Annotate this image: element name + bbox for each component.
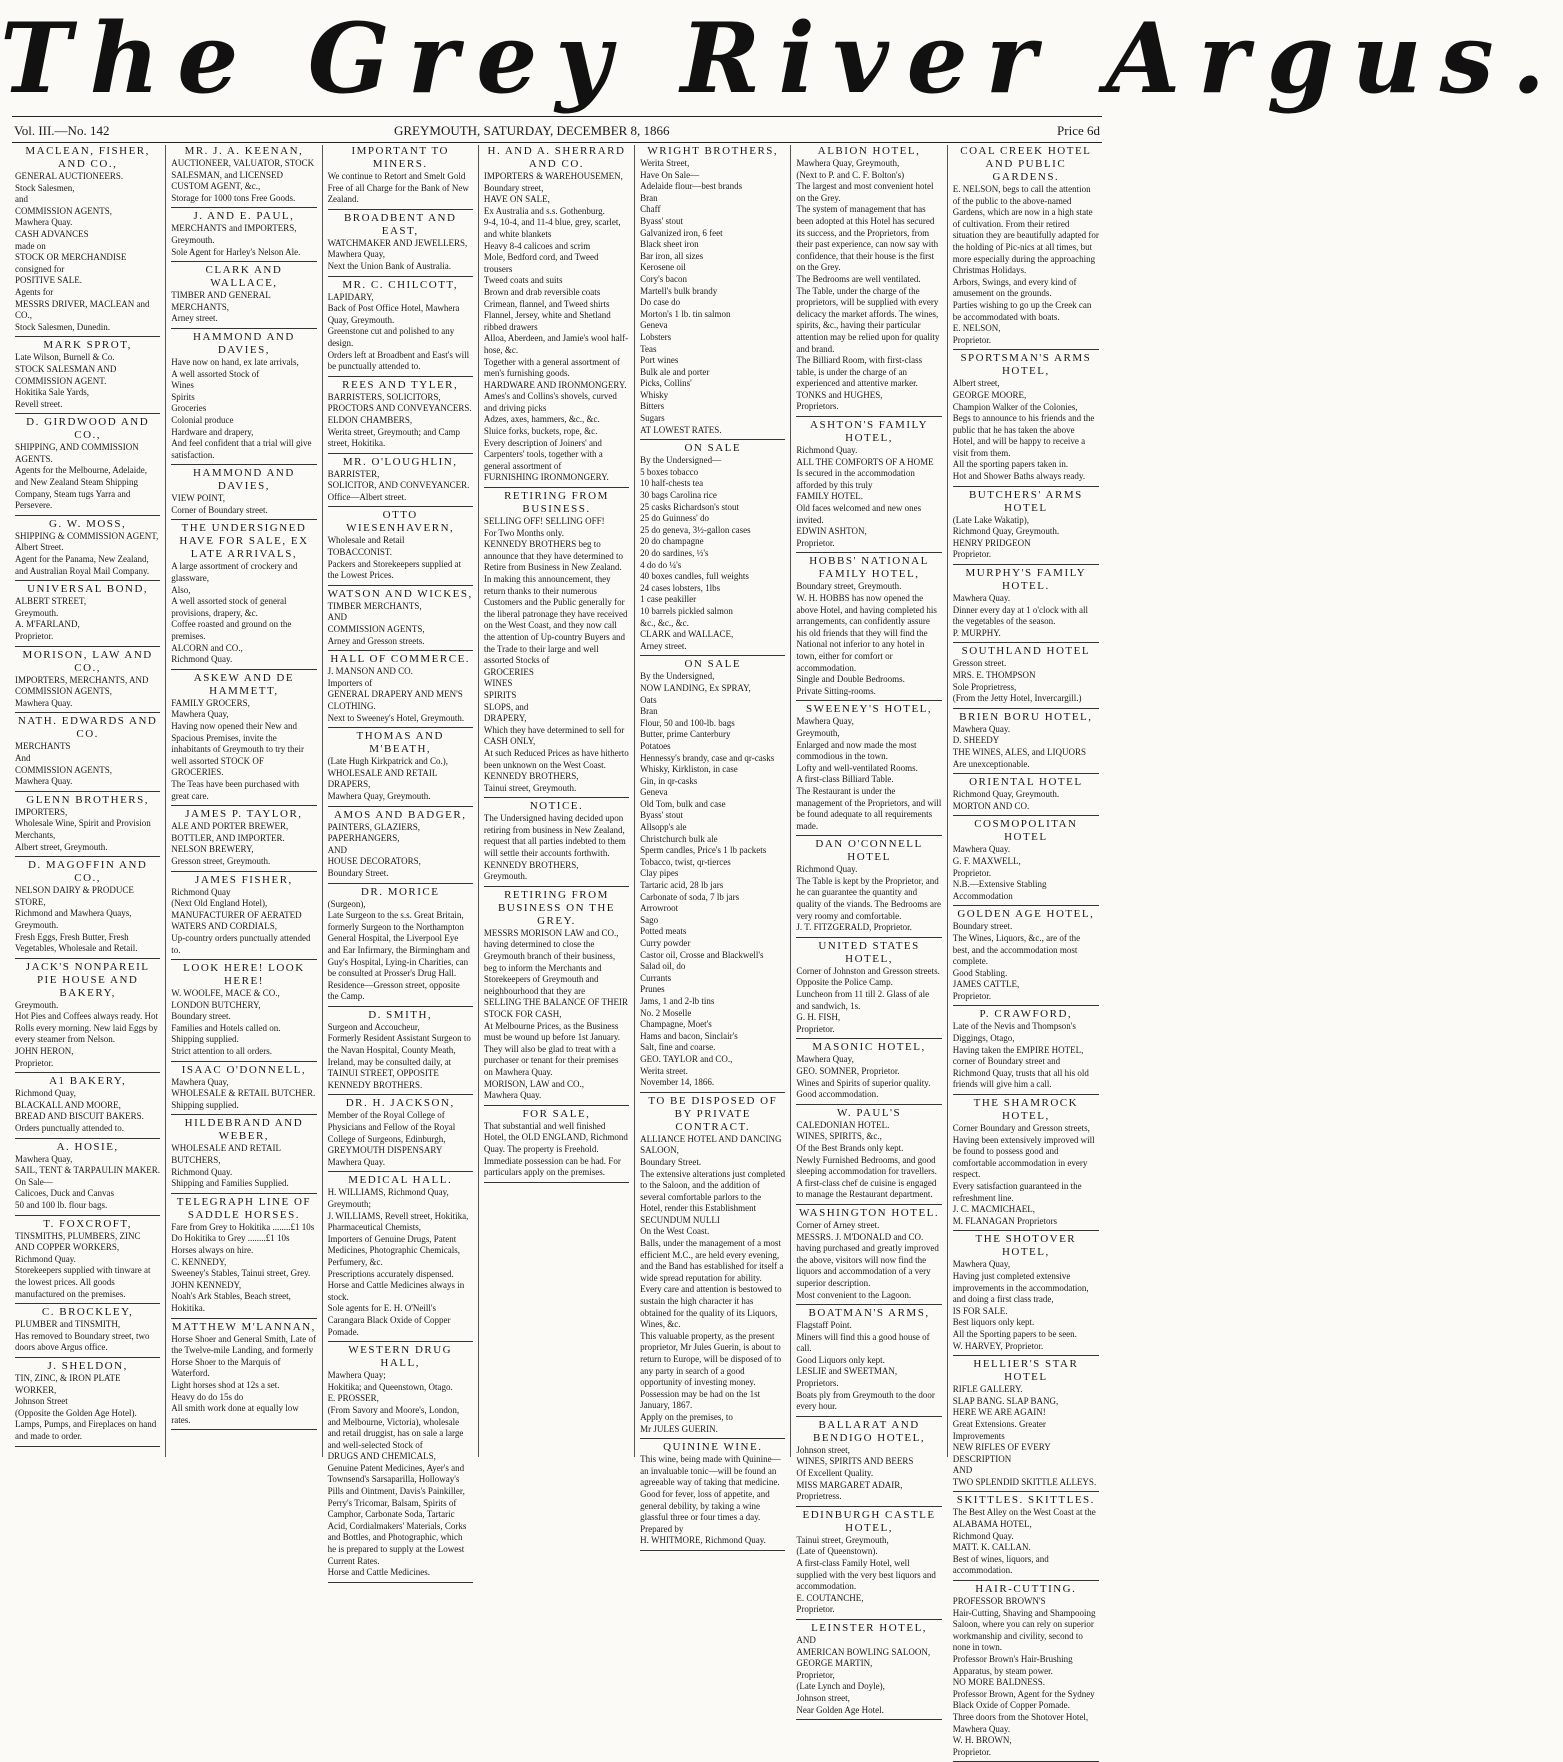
advertisement-body: Mawhera Quay, Having just completed extensive improvements in the accommodation, and doing a first class trade, IS FOR SALE. Best liquors only kept. All the Sporting papers to be seen. W. HARVEY, Proprietor. (952, 1259, 1089, 1351)
advertisement-body: SELLING OFF! SELLING OFF! For Two Months only. KENNEDY BROTHERS beg to announce that they have determined to Retire from Business in New Zealand. In making this announcement, they return thanks to their numerous Customers and the Public generally for the liberal patronage they have received on the West Coast, and they now call the attention of Up-country Buyers and the Trade to their large and well assorted Stocks of GROCERIES WINES SPIRITS SLOPS, and DRAPERY, Which they have determined to sell for CASH ONLY, At such Reduced Prices as have hitherto been unknown on the West Coast. KENNEDY BROTHERS, Tainui street, Greymouth. (483, 516, 629, 793)
advertisement-body: ALLIANCE HOTEL AND DANCING SALOON, Boundary Street. The extensive alterations just completed to the Saloon, and the addition of several comfortable parlors to the Hotel, render this Establishment SECUNDUM NULLI On the West Coast. Balls, under the management of a most efficient M.C., are held every evening, and the Band has established for itself a wide spread reputation for ability. Every care and attention is bestowed to sustain the high character it has obtained for the quality of its Liquors, Wines, &c. This valuable property, as the present proprietor, Mr Jules Guerin, is about to return to Europe, will be disposed of to any party in search of a good opportunity of investing money. Possession may be had on the 1st January, 1867. Apply on the premises, to Mr JULES GUERIN. (640, 1133, 786, 1434)
advertisement-body: Mawhera Quay; Hokitika; and Queenstown, Otago. E. PROSSER, (From Savory and Moore's, London, and Melbourne, Victoria), wholesale and retail druggist, has on sale a large and well-selected Stock of DRUGS AND CHEMICALS, Genuine Patent Medicines, Ayer's and Townsend's Sarsaparilla, Holloway's Pills and Ointment, Davis's Painkiller, Perry's Tricomar, Balsam, Spirits of Camphor, Carbonate Soda, Tartaric Acid, Cordialmakers' Materials, Corks and Bottles, and Photographic, which he is prepared to supply at the Lowest Current Rates. Horse and Cattle Medicines. (327, 1370, 467, 1578)
advertisement-body: J. MANSON AND CO. Importers of GENERAL DRAPERY AND MEN'S CLOTHING. Next to Sweeney's Hotel, Greymouth. (327, 666, 465, 723)
advertisement-heading: DR. H. JACKSON, (345, 1097, 455, 1110)
advertisement (796, 838, 941, 938)
advertisement-body: WHOLESALE AND RETAIL BUTCHERS, Richmond Quay. Shipping and Families Supplied. (171, 1143, 289, 1189)
advertisement-body: (Late Hugh Kirkpatrick and Co.), WHOLESALE AND RETAIL DRAPERS, Mawhera Quay, Greymouth. (327, 756, 449, 801)
advertisement-heading: C. BROCKLEY, (41, 1306, 134, 1319)
advertisement (328, 1174, 473, 1342)
advertisement-heading: BUTCHERS' ARMS HOTEL (968, 488, 1083, 514)
advertisement (15, 1218, 160, 1305)
advertisement-body: H. WILLIAMS, Richmond Quay, Greymouth; J. WILLIAMS, Revell street, Hokitika, Pharmaceutical Chemists, Importers of Genuine Drugs, Patent Medicines, Photographic Chemicals, Perfumery, &c. Prescriptions accurately dispensed. Horse and Cattle Medicines always in stock. Sole agents for E. H. O'Neill's Carangara Black Oxide of Copper Pomade. (327, 1187, 469, 1337)
advertisement-body: MERCHANTS and IMPORTERS, Greymouth. Sole Agent for Harley's Nelson Ale. (171, 223, 301, 257)
advertisement (15, 794, 160, 857)
advertisement-heading: ISAAC O'DONNELL, (181, 1063, 307, 1076)
advertisement-heading: WATSON AND WICKES, (327, 587, 473, 600)
advertisement (796, 555, 941, 701)
advertisement-heading: D. MAGOFFIN AND CO., (27, 859, 148, 885)
advertisement (953, 1233, 1099, 1356)
advertisement-heading: OTTO WIESENHAVERN, (346, 509, 455, 535)
advertisement (796, 419, 941, 553)
advertisement-heading: THE SHAMROCK HOTEL, (973, 1097, 1079, 1123)
advertisement (171, 672, 316, 806)
column-5 (635, 145, 791, 1546)
advertisement-body: Richmond Quay (Next Old England Hotel), MANUFACTURER OF AERATED WATERS AND CORDIALS, Up-country orders punctually attended to. (171, 886, 311, 955)
advertisement-heading: W. PAUL'S (836, 1106, 902, 1119)
advertisement (15, 339, 160, 414)
advertisement-body: Mawhera Quay, WHOLESALE & RETAIL BUTCHER. Shipping supplied. (171, 1076, 316, 1110)
advertisement-body: PROFESSOR BROWN'S Hair-Cutting, Shaving and Shampooing Saloon, where you can rely on superior workmanship and civility, second to none in town. Professor Brown's Hair-Brushing Apparatus, by steam power. NO MORE BALDNESS. Professor Brown, Agent for the Sydney Black Oxide of Copper Pomade. Three doors from the Shotover Hotel, Mawhera Quay. W. H. BROWN, Proprietor. (952, 1596, 1096, 1757)
advertisement-body: Have now on hand, ex late arrivals, A well assorted Stock of Wines Spirits Groceries Colonial produce Hardware and drapery, And feel confident that a trial will give satisfaction. (171, 356, 312, 460)
advertisement-heading: T. FOXCROFT, (43, 1217, 133, 1230)
advertisement-body: PAINTERS, GLAZIERS, PAPERHANGERS, AND HOUSE DECORATORS, Boundary Street. (327, 821, 421, 878)
advertisement (171, 962, 316, 1062)
advertisement-heading: D. SMITH, (368, 1008, 433, 1021)
advertisement-body: We continue to Retort and Smelt Gold Free of all Charge for the Bank of New Zealand. (327, 171, 469, 205)
advertisement (171, 264, 316, 329)
advertisement (328, 1344, 473, 1583)
advertisement-heading: FOR SALE, (522, 1107, 591, 1120)
advertisement-heading: NATH. EDWARDS AND CO. (17, 715, 158, 741)
advertisement (15, 859, 160, 959)
advertisement (796, 1041, 941, 1104)
advertisement (328, 809, 473, 884)
advertisement-body: This wine, being made with Quinine—an invaluable tonic—will be found an agreeable way of taking that medicine. Good for fever, loss of appetite, and general debility, by taking a wine glassful three or four times a day. Prepared by H. WHITMORE, Richmond Quay. (640, 1454, 781, 1546)
advertisement-heading: TO BE DISPOSED OF BY PRIVATE CONTRACT. (648, 1094, 778, 1133)
advertisement-body: E. NELSON, begs to call the attention of the public to the above-named Gardens, which are now in a high state of cultivation. From their retired situation they are beautifully adapted for the holding of Pic-nics at all times, but more especially during the approaching Christmas Holidays. Arbors, Swings, and every kind of amusement on the grounds. Parties wishing to go up the Creek can be accommodated with boats. E. NELSON, Proprietor. (952, 184, 1099, 345)
advertisement-heading: BOATMAN'S ARMS, (808, 1307, 930, 1320)
advertisement-body: Late of the Nevis and Thompson's Diggings, Otago, Having taken the EMPIRE HOTEL, corner of Boundary street and Richmond Quay, trusts that all his old friends will give him a call. (952, 1021, 1089, 1090)
advertisement-body: NELSON DAIRY & PRODUCE STORE, Richmond and Mawhera Quays, Greymouth. Fresh Eggs, Fresh Butter, Fresh Vegetables, Wholesale and Retail. (15, 885, 138, 954)
advertisement (15, 1360, 160, 1447)
advertisement-body: PLUMBER and TINSMITH, Has removed to Boundary street, two doors above Argus office. (15, 1319, 150, 1353)
advertisement (15, 649, 160, 714)
advertisement-heading: MORISON, LAW AND CO., (22, 648, 153, 674)
advertisement (328, 379, 473, 454)
advertisement-body: Boundary street, Greymouth. W. H. HOBBS has now opened the above Hotel, and having completed his arrangements, can confidently assure his old friends that they will find the National not inferior to any hotel in town, either for comfort or accommodation. Single and Double Bedrooms. Private Sitting-rooms. (796, 581, 937, 696)
advertisement (15, 518, 160, 581)
advertisement (171, 874, 316, 961)
advertisement-body: Corner of Johnston and Gresson streets. Opposite the Police Camp. Luncheon from 11 till 2. Glass of ale and sandwich, 1s. G. H. FISH, Proprietor. (796, 965, 940, 1034)
advertisement (484, 800, 629, 887)
advertisement-heading: RETIRING FROM BUSINESS. (504, 490, 609, 516)
advertisement-heading: P. CRAWFORD, (979, 1008, 1073, 1021)
advertisement-heading: SWEENEY'S HOTEL, (805, 703, 933, 716)
advertisement-body: Wholesale and Retail TOBACCONIST. Packers and Storekeepers supplied at the Lowest Prices. (327, 535, 462, 581)
advertisement (15, 1306, 160, 1358)
advertisement (171, 210, 316, 262)
advertisement-heading: A1 BAKERY, (49, 1075, 127, 1088)
advertisement-body: TINSMITHS, PLUMBERS, ZINC AND COPPER WORKERS, Richmond Quay. Storekeepers supplied with tinware at the lowest prices. All goods manufactured on the premises. (15, 1230, 151, 1299)
advertisement (796, 145, 941, 417)
advertisement-heading: GLENN BROTHERS, (26, 793, 149, 806)
advertisement (15, 583, 160, 646)
advertisement-heading: HAIR-CUTTING. (975, 1583, 1077, 1596)
advertisement (640, 1095, 785, 1439)
advertisement-heading: GOLDEN AGE HOTEL, (957, 908, 1095, 921)
advertisement (640, 442, 785, 656)
column-1 (10, 145, 166, 1457)
advertisement (484, 1108, 629, 1183)
advertisement-body: Mawhera Quay. Dinner every day at 1 o'clock with all the vegetables of the season. P. MURPHY. (952, 593, 1089, 638)
advertisement-body: Boundary street. The Wines, Liquors, &c., are of the best, and the accommodation most complete. Good Stabling. JAMES CATTLE, Proprietor. (952, 921, 1081, 1001)
advertisement (328, 653, 473, 728)
advertisement-body: Mawhera Quay, Greymouth, (Next to P. and C. F. Bolton's) The largest and most convenient hotel on the Grey. The system of management that has been adopted at this Hotel has secured its success, and the Proprietors, from their past experience, can now say with confidence, that their house is the first on the Grey. The Bedrooms are well ventilated. The Table, under the charge of the proprietors, will be supplied with every delicacy the market affords. The wines, spirits, &c., having their particular attention may be relied upon for quality and brand. The Billiard Room, with first-class table, is under the charge of an experienced and attentive marker. TONKS and HUGHES, Proprietors. (796, 158, 940, 412)
newspaper-title: The Grey River Argus. (0, 2, 1563, 115)
advertisement-body: SHIPPING, AND COMMISSION AGENTS. Agents for the Melbourne, Adelaide, and New Zealand Steam Shipping Company, Steam tugs Yarra and Persevere. (15, 442, 147, 511)
advertisement-body: ALE AND PORTER BREWER, BOTTLER, AND IMPORTER. NELSON BREWERY, Gresson street, Greymouth. (171, 821, 289, 866)
advertisement-heading: TELEGRAPH LINE OF SADDLE HORSES. (176, 1195, 312, 1221)
advertisement-heading: HELLIER'S STAR HOTEL (973, 1358, 1079, 1384)
advertisement-heading: JAMES P. TAYLOR, (185, 808, 303, 821)
advertisement-body: Mawhera Quay, GEO. SOMNER, Proprietor. Wines and Spirits of superior quality. Good accommodation. (796, 1054, 931, 1100)
issue-date: GREYMOUTH, SATURDAY, DECEMBER 8, 1866 (394, 123, 670, 138)
dateline-rule (12, 142, 1102, 143)
advertisement (953, 1494, 1099, 1581)
advertisement-heading: HILDEBRAND AND WEBER, (184, 1117, 304, 1143)
advertisement-columns (10, 145, 1104, 1757)
advertisement-body: Horse Shoer and General Smith, Late of the Twelve-mile Landing, and formerly Horse Shoer to the Marquis of Waterford. Light horses shod at 12s a set. Heavy do do 15s do All smith work done at equally low rates. (171, 1333, 316, 1425)
advertisement-body: Greymouth. Hot Pies and Coffees always ready. Hot Rolls every morning. New laid Eggs by every steamer from Nelson. JOHN HERON, Proprietor. (15, 999, 158, 1068)
advertisement-heading: RETIRING FROM BUSINESS ON THE GREY. (497, 888, 615, 927)
advertisement-body: Flagstaff Point. Miners will find this a good house of call. Good Liquors only kept. LESLIE and SWEETMAN, Proprietors. Boats ply from Greymouth to the door every hour. (796, 1320, 935, 1412)
advertisement-heading: MARK SPROT, (43, 339, 132, 352)
advertisement-heading: REES AND TYLER, (342, 378, 459, 391)
advertisement-body: Richmond Quay, BLACKALL AND MOORE, BREAD AND BISCUIT BAKERS. Orders punctually attended to. (15, 1088, 144, 1134)
advertisement-body: Surgeon and Accoucheur, Formerly Resident Assistant Surgeon to the Navan Hospital, County Meath, Ireland, may be consulted daily, at TAINUI STREET, OPPOSITE KENNEDY BROTHERS. (327, 1021, 471, 1090)
advertisement-heading: H. AND A. SHERRARD AND CO. (487, 145, 626, 170)
advertisement-heading: A. HOSIE, (56, 1140, 119, 1153)
advertisement-body: Johnson street, WINES, SPIRITS AND BEERS Of Excellent Quality. MISS MARGARET ADAIR, Proprietress. (796, 1444, 914, 1502)
advertisement (640, 1441, 785, 1551)
advertisement-heading: THOMAS AND M'BEATH, (356, 730, 444, 756)
advertisement (640, 145, 785, 440)
advertisement (328, 588, 473, 651)
advertisement-heading: SOUTHLAND HOTEL (961, 645, 1091, 658)
advertisement-heading: NOTICE. (529, 800, 584, 813)
advertisement-heading: ON SALE (684, 658, 742, 671)
advertisement-heading: MASONIC HOTEL, (812, 1041, 926, 1054)
advertisement-heading: JAMES FISHER, (195, 873, 293, 886)
price: Price 6d (1057, 123, 1100, 138)
advertisement (484, 490, 629, 798)
advertisement (953, 1358, 1099, 1492)
volume-number: Vol. III.—No. 142 (14, 123, 110, 138)
advertisement (171, 1196, 316, 1319)
advertisement-heading: MR. C. CHILCOTT, (342, 278, 459, 291)
advertisement-heading: THE SHOTOVER HOTEL, (975, 1233, 1077, 1259)
advertisement-body: A large assortment of crockery and glassware, Also, A well assorted stock of general provisions, drapery, &c. Coffee roasted and ground on the premises. ALCORN and CO., Richmond Quay. (171, 561, 298, 665)
advertisement (15, 145, 160, 337)
advertisement-body: Richmond Quay, Greymouth. MORTON AND CO. (952, 789, 1060, 811)
advertisement-heading: ON SALE (684, 442, 742, 455)
advertisement-body: GENERAL AUCTIONEERS. Stock Salesmen, and COMMISSION AGENTS, Mawhera Quay. CASH ADVANCES made on STOCK OR MERCHANDISE consigned for POSITIVE SALE. Agents for MESSRS DRIVER, MACLEAN and CO., Stock Salesmen, Dunedin. (15, 171, 150, 332)
advertisement-body: Richmond Quay. ALL THE COMFORTS OF A HOME Is secured in the accommodation afforded by this truly FAMILY HOTEL. Old faces welcomed and new ones invited. EDWIN ASHTON, Proprietor. (796, 445, 934, 548)
advertisement (328, 730, 473, 806)
advertisement-body: By the Undersigned, NOW LANDING, Ex SPRAY, Oats Bran Flour, 50 and 100-lb. bags Butter, prime Canterbury Potatoes Hennessy's brandy, case and qr-casks Whisky, Kirkliston, in case Gin, in qr-casks Geneva Old Tom, bulk and case Byass' stout Allsopp's ale Christchurch bulk ale Sperm candles, Price's 1 lb packets Tobacco, twist, qr-tierces Clay pipes Tartaric acid, 28 lb jars Carbonate of soda, 7 lb jars Arrowroot Sago Potted meats Curry powder Castor oil, Crosse and Blackwell's Salad oil, do Currants Prunes Jams, 1 and 2-lb tins No. 2 Moselle Champagne, Moet's Hams and bacon, Sinclair's Salt, fine and coarse. GEO. TAYLOR and CO., Werita street. November 14, 1866. (640, 671, 775, 1088)
advertisement (953, 352, 1099, 486)
advertisement-body: MERCHANTS And COMMISSION AGENTS, Mawhera Quay. (15, 741, 113, 787)
advertisement-heading: HAMMOND AND DAVIES, (193, 467, 295, 493)
advertisement-body: TIMBER MERCHANTS, AND COMMISSION AGENTS, Arney and Gresson streets. (327, 600, 425, 646)
advertisement-body: IMPORTERS & WAREHOUSEMEN, Boundary street, HAVE ON SALE, Ex Australia and s.s. Gothenburg. 9-4, 10-4, and 11-4 blue, grey, scarlet, and white blankets Heavy 8-4 calicoes and scrim Mole, Bedford cord, and Tweed trousers Tweed coats and suits Brown and drab reversible coats Crimean, flannel, and Tweed shirts Flannel, Jersey, white and Shetland ribbed drawers Alloa, Aberdeen, and Jamie's wool half-hose, &c. Together with a general assortment of men's furnishing goods. HARDWARE AND IRONMONGERY. Ames's and Collins's shovels, curved and driving picks Adzes, axes, hammers, &c., &c. Sluice forks, buckets, rope, &c. Every description of Joiners' and Carpenters' tools, together with a general assortment of FURNISHING IRONMONGERY. (483, 171, 629, 483)
advertisement (15, 961, 160, 1074)
advertisement (171, 1117, 316, 1193)
advertisement (328, 279, 473, 377)
advertisement (953, 776, 1099, 816)
advertisement (796, 1107, 941, 1205)
advertisement-heading: MEDICAL HALL. (348, 1174, 453, 1187)
advertisement (640, 658, 785, 1092)
advertisement (328, 886, 473, 1007)
advertisement (953, 567, 1099, 643)
advertisement-heading: ASHTON'S FAMILY HOTEL, (810, 419, 929, 445)
advertisement-heading: BROADBENT AND EAST, (343, 211, 457, 237)
advertisement-heading: BRIEN BORU HOTEL, (959, 710, 1093, 723)
advertisement (171, 808, 316, 871)
advertisement-body: TIMBER AND GENERAL MERCHANTS, Arney street. (171, 290, 271, 324)
advertisement-body: CALEDONIAN HOTEL. WINES, SPIRITS, &c., Of the Best Brands only kept. Newly Furnished Bedrooms, and good sleeping accommodation for travellers. A first-class chef de cuisine is engaged to manage the Restaurant department. (796, 1119, 937, 1200)
advertisement (953, 489, 1099, 565)
advertisement-heading: UNIVERSAL BOND, (27, 583, 149, 596)
advertisement-body: MESSRS MORISON LAW and CO., having determined to close the Greymouth branch of their business, beg to inform the Merchants and Storekeepers of Greymouth and neighbourhood that they are SELLING THE BALANCE OF THEIR STOCK FOR CASH, At Melbourne Prices, as the Business must be wound up before 1st January. They will also be glad to treat with a purchaser or tenant for their premises on Mawhera Quay. MORISON, LAW and CO., Mawhera Quay. (483, 927, 629, 1101)
advertisement-heading: AMOS AND BADGER, (333, 808, 467, 821)
advertisement-heading: SPORTSMAN'S ARMS HOTEL, (960, 352, 1092, 378)
advertisement (328, 1009, 473, 1096)
advertisement (171, 522, 316, 669)
advertisement-heading: ASKEW AND DE HAMMETT, (193, 671, 295, 697)
masthead-rule (12, 116, 1102, 117)
advertisement (15, 715, 160, 791)
advertisement (328, 145, 473, 210)
advertisement (15, 1075, 160, 1138)
advertisement-body: That substantial and well finished Hotel, the OLD ENGLAND, Richmond Quay. The property is Freehold. Immediate possession can be had. For particulars apply on the premises. (483, 1120, 628, 1178)
advertisement-body: W. WOOLFE, MACE & CO., LONDON BUTCHERY, Boundary street. Families and Hotels called on. Shipping supplied. Strict attention to all orders. (171, 988, 281, 1057)
advertisement (15, 1141, 160, 1216)
advertisement-body: VIEW POINT, Corner of Boundary street. (171, 493, 268, 515)
advertisement (171, 467, 316, 520)
advertisement-heading: DAN O'CONNELL HOTEL (815, 838, 923, 864)
advertisement (953, 1097, 1099, 1231)
advertisement-body: IMPORTERS, MERCHANTS, AND COMMISSION AGENTS, Mawhera Quay. (15, 674, 149, 708)
advertisement-heading: SKITTLES. SKITTLES. (956, 1494, 1095, 1507)
advertisement (796, 940, 941, 1040)
column-7 (948, 145, 1104, 1757)
advertisement-heading: HAMMOND AND DAVIES, (193, 330, 295, 356)
advertisement-heading: MR. J. A. KEENAN, (184, 145, 304, 157)
advertisement-body: SHIPPING & COMMISSION AGENT, Albert Street. Agent for the Panama, New Zealand, and Australian Royal Mail Company. (15, 530, 159, 576)
advertisement-body: Albert street, GEORGE MOORE, Champion Walker of the Colonies, Begs to announce to his friends and the public that he has taken the above Hotel, and will be happy to receive a visit from them. All the sporting papers taken in. Hot and Shower Baths always ready. (952, 378, 1095, 482)
advertisement (328, 212, 473, 277)
advertisement (171, 331, 316, 465)
advertisement-body: Tainui street, Greymouth, (Late of Queenstown). A first-class Family Hotel, well supplied with the very best liquors and accommodation. E. COUTANCHE, Proprietor. (796, 1534, 936, 1615)
advertisement (953, 711, 1099, 774)
advertisement-body: Mawhera Quay, Greymouth, Enlarged and now made the most commodious in the town. Lofty and well-ventilated Rooms. A first-class Billiard Table. The Restaurant is under the management of the Proprietors, and will be found adequate to all requirements made. (796, 716, 942, 831)
advertisement-body: Mawhera Quay, SAIL, TENT & TARPAULIN MAKER. On Sale— Calicoes, Duck and Canvas 50 and 100 lb. flour bags. (15, 1153, 160, 1210)
advertisement-heading: MATTHEW M'LANNAN, (171, 1320, 316, 1333)
advertisement-body: BARRISTER, SOLICITOR, AND CONVEYANCER. Office—Albert street. (327, 468, 470, 502)
masthead (0, 0, 1563, 118)
advertisement-body: (Surgeon), Late Surgeon to the s.s. Great Britain, formerly Surgeon to the Northampton General Hospital, the Liverpool Eye and Ear Infirmary, the Birmingham and Guy's Hospital, Lying-in Charities, can be consulted at Prosser's Drug Hall. Residence—Gresson street, opposite the Camp. (327, 898, 470, 1002)
advertisement (796, 1509, 941, 1620)
advertisement-heading: MR. O'LOUGHLIN, (342, 455, 458, 468)
advertisement-body: Gresson street. MRS. E. THOMPSON Sole Proprietress, (From the Jetty Hotel, Invercargill.) (952, 658, 1082, 704)
advertisement-body: AND AMERICAN BOWLING SALOON, GEORGE MARTIN, Proprietor, (Late Lynch and Doyle), Johnson street, Near Golden Age Hotel. (796, 1634, 931, 1715)
advertisement-heading: COAL CREEK HOTEL AND PUBLIC GARDENS. (960, 145, 1092, 183)
advertisement-heading: G. W. MOSS, (48, 517, 127, 530)
advertisement-body: Member of the Royal College of Physicians and Fellow of the Royal College of Surgeons, Edinburgh, GREYMOUTH DISPENSARY Mawhera Quay. (327, 1110, 456, 1167)
advertisement-heading: MURPHY'S FAMILY HOTEL. (965, 567, 1087, 593)
advertisement-heading: COSMOPOLITAN HOTEL (974, 818, 1078, 844)
advertisement-body: Richmond Quay. The Table is kept by the Proprietor, and he can guarantee the quantity and quality of the viands. The Bedrooms are very roomy and comfortable. J. T. FITZGERALD, Proprietor. (796, 864, 941, 933)
advertisement-body: IMPORTERS, Wholesale Wine, Spirit and Provision Merchants, Albert street, Greymouth. (15, 806, 151, 852)
advertisement-heading: LEINSTER HOTEL, (811, 1621, 928, 1634)
advertisement-heading: WASHINGTON HOTEL. (798, 1206, 940, 1219)
advertisement-body: BARRISTERS, SOLICITORS, PROCTORS AND CONVEYANCERS. ELDON CHAMBERS, Werita street, Greymouth; and Camp street, Hokitika. (327, 391, 472, 449)
advertisement-body: Corner Boundary and Gresson streets, Having been extensively improved will be found to possess good and comfortable accommodation in every respect. Every satisfaction guaranteed in the refreshment line. J. C. MACMICHAEL, M. FLANAGAN Proprietors (952, 1123, 1095, 1226)
advertisement-heading: WESTERN DRUG HALL, (348, 1344, 453, 1370)
advertisement-heading: J. AND E. PAUL, (193, 210, 295, 223)
column-6 (791, 145, 947, 1715)
advertisement-heading: ALBION HOTEL, (817, 145, 921, 157)
advertisement (953, 145, 1099, 350)
advertisement (796, 1622, 941, 1720)
advertisement-body: By the Undersigned— 5 boxes tobacco 10 half-chests tea 30 bags Carolina rice 25 casks Richardson's stout 25 do Guinness' do 25 do geneva, 3½-gallon cases 20 do champagne 20 do sardines, ½'s 4 do do ¼'s 40 boxes candles, full weights 24 cases lobsters, 1lbs 1 case peakiller 10 barrels pickled salmon &c., &c., &c. CLARK and WALLACE, Arney street. (640, 455, 751, 651)
column-3 (323, 145, 479, 1578)
advertisement-body: Fare from Grey to Hokitika ........£1 10s Do Hokitika to Grey ........£1 10s Horses always on hire. C. KENNEDY, Sweeney's Stables, Tainui street, Grey. JOHN KENNEDY, Noah's Ark Stables, Beach street, Hokitika. (171, 1221, 315, 1313)
advertisement-body: WATCHMAKER AND JEWELLERS, Mawhera Quay, Next the Union Bank of Australia. (327, 237, 468, 271)
advertisement (328, 456, 473, 508)
advertisement (15, 416, 160, 516)
advertisement-body: The Undersigned having decided upon retiring from business in New Zealand, request that all parties indebted to them will settle their accounts forthwith. KENNEDY BROTHERS, Greymouth. (483, 813, 626, 882)
advertisement (953, 645, 1099, 708)
advertisement-body: TIN, ZINC, & IRON PLATE WORKER, Johnson Street (Opposite the Golden Age Hotel). Lamps, Pumps, and Fireplaces on hand and made to order. (15, 1372, 157, 1441)
advertisement-body: AUCTIONEER, VALUATOR, STOCK SALESMAN, and LICENSED CUSTOM AGENT, &c., Storage for 1000 tons Free Goods. (171, 158, 315, 203)
advertisement-body: Mawhera Quay. D. SHEEDY THE WINES, ALES, and LIQUORS Are unexceptionable. (952, 723, 1087, 769)
advertisement-heading: EDINBURGH CASTLE HOTEL, (802, 1508, 936, 1534)
advertisement-heading: THE UNDERSIGNED HAVE FOR SALE, EX LATE ARRIVALS, (179, 522, 309, 561)
advertisement-heading: HOBBS' NATIONAL FAMILY HOTEL, (809, 555, 929, 581)
advertisement-body: Late Wilson, Burnell & Co. STOCK SALESMAN AND COMMISSION AGENT. Hokitika Sale Yards, Revell street. (15, 352, 117, 409)
advertisement-heading: DR. MORICE (360, 885, 440, 898)
advertisement-body: ALBERT STREET, Greymouth. A. M'FARLAND, Proprietor. (15, 596, 87, 641)
advertisement-heading: UNITED STATES HOTEL, (818, 939, 920, 965)
dateline (14, 120, 1100, 142)
advertisement-heading: MACLEAN, FISHER, AND CO., (25, 145, 150, 170)
advertisement (328, 509, 473, 585)
advertisement-heading: JACK'S NONPAREIL PIE HOUSE AND BAKERY, (25, 960, 150, 999)
advertisement-heading: IMPORTANT TO MINERS. (351, 145, 449, 170)
advertisement-heading: HALL OF COMMERCE. (330, 653, 471, 666)
advertisement (796, 1419, 941, 1507)
advertisement-body: (Late Lake Wakatip), Richmond Quay, Greymouth. HENRY PRIDGEON Proprietor. (952, 514, 1060, 560)
advertisement (953, 1008, 1099, 1095)
advertisement (171, 1321, 316, 1431)
advertisement-body: FAMILY GROCERS, Mawhera Quay, Having now opened their New and Spacious Premises, invite the inhabitants of Greymouth to try their well assorted STOCK OF GROCERIES. The Teas have been purchased with great care. (171, 697, 305, 801)
advertisement-heading: CLARK AND WALLACE, (205, 264, 283, 290)
advertisement (171, 1064, 316, 1116)
advertisement-body: Corner of Arney street. MESSRS. J. M'DONALD and CO. having purchased and greatly improved the above, visitors will now find the liquors and accommodation of a very superior description. Most convenient to the Lagoon. (796, 1219, 939, 1300)
advertisement-body: Mawhera Quay. G. F. MAXWELL, Proprietor. N.B.—Extensive Stabling Accommodation (952, 844, 1047, 901)
advertisement-heading: WRIGHT BROTHERS, (647, 145, 779, 157)
advertisement-body: The Best Alley on the West Coast at the ALABAMA HOTEL, Richmond Quay. MATT. K. CALLAN. Best of wines, liquors, and accommodation. (952, 1507, 1096, 1576)
advertisement (796, 703, 941, 836)
advertisement (796, 1207, 941, 1305)
column-4 (479, 145, 635, 1457)
advertisement-body: RIFLE GALLERY. SLAP BANG. SLAP BANG, HERE WE ARE AGAIN! Great Extensions. Greater Improvements NEW RIFLES OF EVERY DESCRIPTION AND TWO SPLENDID SKITTLE ALLEYS. (952, 1384, 1097, 1487)
advertisement (171, 145, 316, 208)
advertisement (484, 889, 629, 1106)
advertisement-heading: ORIENTAL HOTEL (969, 776, 1083, 789)
advertisement (953, 1583, 1099, 1762)
advertisement-heading: D. GIRDWOOD AND CO., (26, 416, 150, 442)
advertisement (796, 1307, 941, 1417)
advertisement-heading: LOOK HERE! LOOK HERE! (183, 962, 305, 988)
advertisement (484, 145, 629, 488)
advertisement (953, 818, 1099, 906)
advertisement (953, 908, 1099, 1006)
advertisement-heading: BALLARAT AND BENDIGO HOTEL, (813, 1418, 926, 1444)
advertisement-heading: QUININE WINE. (663, 1441, 763, 1454)
advertisement-heading: J. SHELDON, (47, 1359, 128, 1372)
column-2 (166, 145, 322, 1457)
advertisement-body: Werita Street, Have On Sale— Adelaide flour—best brands Bran Chaff Byass' stout Galvanized iron, 6 feet Black sheet iron Bar iron, all sizes Kerosene oil Cory's bacon Martell's bulk brandy Do case do Morton's 1 lb. tin salmon Geneva Lobsters Teas Port wines Bulk ale and porter Picks, Collins' Whisky Bitters Sugars AT LOWEST RATES. (640, 158, 743, 435)
advertisement-body: LAPIDARY, Back of Post Office Hotel, Mawhera Quay, Greymouth. Greenstone cut and polished to any design. Orders left at Broadbent and East's will be punctually attended to. (327, 291, 470, 372)
advertisement (328, 1097, 473, 1172)
